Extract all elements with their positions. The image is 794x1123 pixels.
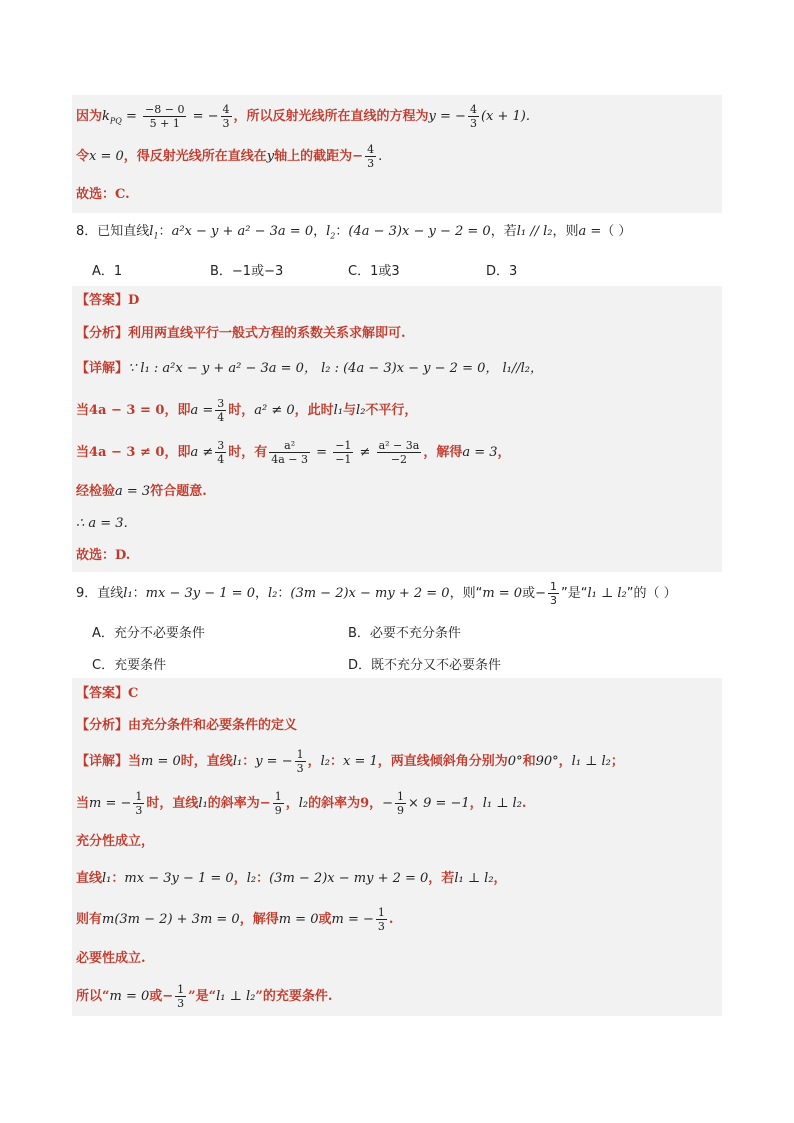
math: l₁ (123, 586, 133, 601)
fraction: $\frac{\text{a²}}{4a - 3}$ (271, 439, 309, 466)
analysis-tag: 【分析】 (76, 718, 129, 733)
q9-detail-6: 必要性成立. (76, 951, 146, 966)
math: l₁ ⊥ l₂ (587, 586, 627, 601)
q8-option-c[interactable]: C．1或3 (348, 264, 400, 279)
text: ； (610, 754, 624, 769)
text: ，则“ (449, 586, 483, 601)
math: l₂ (356, 403, 366, 418)
text: ： (242, 754, 256, 769)
math: a = (578, 224, 602, 239)
text: ： (132, 586, 146, 601)
text: 与 (343, 403, 357, 418)
text: ，则 (552, 224, 579, 239)
sol7-line-1 (72, 103, 722, 131)
answer-value: C (128, 686, 139, 701)
math: m = − (89, 796, 132, 811)
text: ， (254, 586, 268, 601)
fraction: $\frac{1}{9}$ (397, 790, 405, 817)
q9-detail-3: 充分性成立， (76, 834, 155, 849)
text: ： (256, 871, 270, 886)
math: − (382, 796, 394, 811)
text: 的斜率为9， (308, 796, 383, 811)
math: (3m − 2)x − my + 2 = 0 (269, 871, 429, 886)
math: 90° (535, 754, 559, 769)
text: 或 (318, 912, 332, 927)
math: × 9 = −1 (408, 796, 470, 811)
fraction: $\frac{3}{4}$ (217, 439, 225, 466)
q8-detail-6: 故选：D. (76, 548, 131, 563)
math: l₁ (232, 754, 243, 769)
q8-detail-2 (72, 396, 722, 426)
text: ： (158, 224, 172, 239)
text: ， (307, 754, 321, 769)
text: = − (188, 109, 219, 124)
text: ， (558, 754, 572, 769)
math: $k_{PQ}$ (102, 109, 122, 126)
text: 则有 (76, 912, 103, 927)
text: ， (313, 224, 327, 239)
fraction: $\frac{1}{3}$ (135, 790, 143, 817)
math: l₂ (298, 796, 309, 811)
math: a² ≠ 0 (254, 403, 295, 418)
text: ≠ (355, 445, 375, 460)
question-8-stem: 8．已知直线$l_1$：a²x − y + a² − 3a = 0，$l_2$：(4a − 3)x − y − 2 = 0，若l₁ // l₂，则a =（ ） (76, 224, 632, 241)
q8-detail-3 (72, 436, 722, 470)
text: ”是“ (188, 989, 217, 1004)
text: 时，直线 (180, 754, 233, 769)
math: m = − (331, 912, 374, 927)
math: l₁ // l₂ (516, 224, 553, 239)
q9-detail-5 (72, 903, 722, 937)
question-9-stem (72, 579, 722, 609)
q8-option-b[interactable]: B．−1或−3 (210, 264, 284, 279)
math: l₁ (333, 403, 344, 418)
q8-analysis (72, 323, 722, 345)
math: a²x − y + a² − 3a = 0 (171, 224, 314, 239)
fraction: $\frac{4}{3}$ (367, 143, 375, 170)
text: ，两直线倾斜角分别为 (377, 754, 508, 769)
q8-detail-5 (72, 513, 722, 535)
text: ， (285, 796, 299, 811)
math: l₁ ⊥ l₂ (571, 754, 611, 769)
math: l₁ (198, 796, 208, 811)
answer-value: D (128, 293, 140, 308)
fraction: $\frac{1}{3}$ (177, 983, 185, 1010)
q9-detail-1 (72, 745, 722, 779)
text: 或− (149, 989, 174, 1004)
text: ”的（ ） (626, 586, 677, 601)
math: l₂ (246, 871, 257, 886)
text: （ ） (601, 224, 632, 239)
text: ，解得 (239, 912, 279, 927)
text: ： (277, 586, 291, 601)
text: ，解得 (423, 445, 463, 460)
math: ∵ l₁ : a²x − y + a² − 3a = 0， l₂ : (4a − 3)x − y − 2 = 0， l₁//l₂， (128, 361, 544, 376)
math: y = − (428, 109, 466, 124)
fraction: $\frac{4}{3}$ (222, 103, 230, 130)
text: 的斜率为− (207, 796, 271, 811)
text: = (312, 445, 332, 460)
q8-option-a[interactable]: A．1 (92, 264, 123, 279)
analysis-tag: 【分析】 (76, 326, 129, 341)
text: . (521, 796, 527, 811)
text: 时，直线 (146, 796, 199, 811)
math: a = 3 (115, 484, 151, 499)
text: . (378, 149, 383, 164)
math: mx − 3y − 1 = 0 (124, 871, 234, 886)
text: 或− (522, 586, 546, 601)
q8-answer (72, 290, 722, 312)
math: (4a − 3)x − y − 2 = 0 (348, 224, 491, 239)
math: a = 3 (462, 445, 498, 460)
math: 0° (507, 754, 523, 769)
sol7-line-3: 故选：C. (76, 187, 130, 202)
detail-tag: 【详解】 (76, 361, 129, 376)
text: 当 (76, 796, 90, 811)
text: ， (233, 871, 247, 886)
detail-tag: 【详解】 (76, 754, 129, 769)
q9-analysis (72, 715, 722, 737)
text: 9．直线 (76, 586, 124, 601)
answer-tag: 【答案】 (76, 686, 129, 701)
math: l₁ ⊥ l₂ (482, 796, 522, 811)
text: ， (497, 445, 511, 460)
math: l₁ (102, 871, 112, 886)
text: ， (469, 796, 483, 811)
text: 直线 (76, 871, 103, 886)
math: y (266, 149, 275, 164)
fraction: $\frac{1}{9}$ (274, 790, 282, 817)
math: l₁ ⊥ l₂ (216, 989, 256, 1004)
text: 时，有 (228, 445, 268, 460)
text: ”是“ (560, 586, 588, 601)
analysis-text: 利用两直线平行一般式方程的系数关系求解即可. (128, 326, 406, 341)
text: 因为 (76, 109, 103, 124)
text: 和 (522, 754, 536, 769)
math: ∴ a = 3. (76, 516, 128, 531)
q8-detail-1 (72, 357, 722, 381)
fraction: $\frac{\text{a² − 3a}}{-2}$ (378, 439, 420, 466)
text: ， (493, 871, 507, 886)
text: ，若 (490, 224, 517, 239)
text: 不平行， (365, 403, 418, 418)
text: 经检验 (76, 484, 116, 499)
math: m = 0 (109, 989, 150, 1004)
text: = (121, 109, 142, 124)
fraction: $\frac{-1}{-1}$ (335, 439, 352, 466)
text: ： (335, 224, 349, 239)
math: m = 0 (141, 754, 181, 769)
text: 时， (228, 403, 255, 418)
math: a ≠ (190, 445, 214, 460)
text: 当 (128, 754, 142, 769)
fraction: $\frac{1}{3}$ (549, 580, 557, 607)
answer-tag: 【答案】 (76, 293, 129, 308)
math: m = 0 (278, 912, 319, 927)
math: m(3m − 2) + 3m = 0 (102, 912, 240, 927)
q9-answer (72, 683, 722, 705)
math: (3m − 2)x − my + 2 = 0 (290, 586, 450, 601)
fraction: $\frac{1}{3}$ (377, 906, 385, 933)
text: 令 (76, 149, 90, 164)
text: 当4a − 3 = 0，即 (76, 403, 191, 418)
text: ，所以反射光线所在直线的方程为 (233, 109, 429, 124)
text: ，若 (428, 871, 455, 886)
fraction: $\frac{1}{3}$ (296, 748, 304, 775)
q9-option-a[interactable]: A．充分不必要条件 (92, 626, 205, 641)
text: 所以“ (76, 989, 110, 1004)
math: l₂ (267, 586, 278, 601)
fraction: $\frac{4}{3}$ (469, 103, 477, 130)
math: l₂ (320, 754, 330, 769)
math: (x + 1). (480, 109, 530, 124)
fraction: $\frac{-8 - 0}{5 + 1}$ (145, 103, 185, 130)
q9-option-b[interactable]: B．必要不充分条件 (348, 626, 461, 641)
q9-detail-4 (72, 867, 722, 891)
text: ”的充要条件. (255, 989, 333, 1004)
math: mx − 3y − 1 = 0 (145, 586, 255, 601)
analysis-text: 由充分条件和必要条件的定义 (128, 718, 298, 733)
math: m = 0 (482, 586, 523, 601)
text: ，此时 (294, 403, 334, 418)
text: 轴上的截距为− (274, 149, 364, 164)
text: 当4a − 3 ≠ 0，即 (76, 445, 191, 460)
text: ，得反射光线所在直线在 (123, 149, 267, 164)
math: x = 0 (89, 149, 124, 164)
q9-option-d[interactable]: D．既不充分又不必要条件 (348, 658, 502, 673)
math: x = 1 (343, 754, 378, 769)
q9-detail-7 (72, 980, 722, 1014)
text: 符合题意. (150, 484, 207, 499)
q9-option-c[interactable]: C．充要条件 (92, 658, 167, 673)
sol7-line-2 (72, 143, 722, 171)
math: a = (190, 403, 214, 418)
fraction: $\frac{3}{4}$ (217, 397, 225, 424)
math: l₁ ⊥ l₂ (454, 871, 494, 886)
q9-detail-2 (72, 787, 722, 821)
text: ： (111, 871, 125, 886)
text: 8．已知直线 (76, 224, 150, 239)
text: . (388, 912, 394, 927)
math: y = − (255, 754, 293, 769)
q8-option-d[interactable]: D．3 (486, 264, 518, 279)
q8-detail-4 (72, 481, 722, 503)
text: ： (330, 754, 344, 769)
